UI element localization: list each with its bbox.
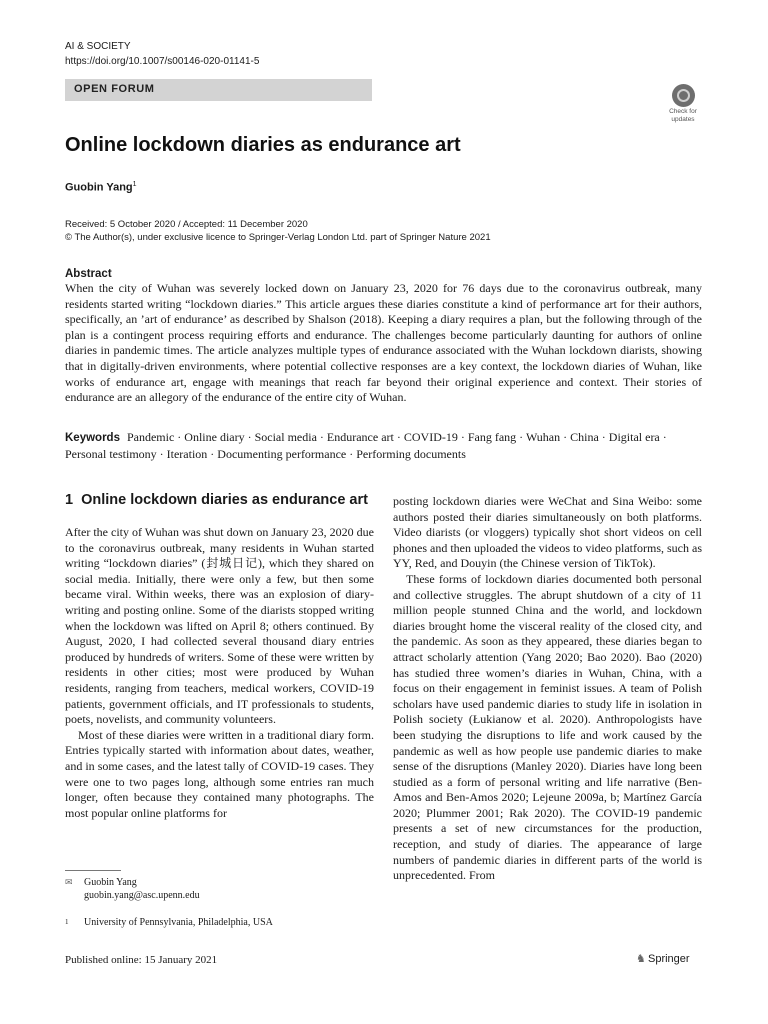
check-for-updates-line-2: updates [671, 116, 695, 123]
abstract-text: When the city of Wuhan was severely locked down on January 23, 2020 for 76 days due to the coronavirus outbreak, many residents started writing “lockdown diaries.” This article argues these diaries constitute a kind of performance art for their authors, specifically, an ’art of endurance’ as described by Shalson (2018). Keeping a diary requires a plan, but the following through of the plan is a contingent process requiring efforts and endurance. The challenges become particularly daunting for authors of online diaries in pandemic times. The article analyzes multiple types of endurance associated with the Wuhan lockdown diarists, showing that in digitally-driven environments, where potential collective responses are a key context, the lockdown diaries of Wuhan, like works of endurance art, engage with meanings that reach far beyond their original experience and context. Their stories of endurance are an allegory of the endurance of the entire city of Wuhan. [65, 281, 702, 405]
keywords-list: Pandemic · Online diary · Social media · Endurance art · COVID-19 · Fang fang · Wuhan · China · Digital era · Personal testimony · Iteration · Documenting performance · Performing documents [65, 430, 667, 461]
doi-link[interactable]: https://doi.org/10.1007/s00146-020-01141-5 [65, 56, 260, 67]
section-heading [65, 491, 368, 509]
journal-name: AI & SOCIETY [65, 41, 131, 52]
keywords-heading: Keywords [65, 432, 120, 444]
publisher-logo [636, 952, 690, 966]
body-column-left [65, 525, 374, 821]
author-affiliation-mark: 1 [132, 181, 137, 188]
abstract-heading: Abstract [65, 268, 112, 280]
affiliation-mark: 1 [65, 918, 69, 926]
received-dates: Received: 5 October 2020 / Accepted: 11 December 2020 [65, 219, 308, 230]
author-name[interactable]: Guobin Yang [65, 181, 133, 194]
body-paragraph: Most of these diaries were written in a traditional diary form. Entries typically started with information about dates, weather, and in some cases, and the latest tally of COVID-19 cases. They were one to two pages long, although some entries ran much longer, often because they contained many photographs. The most popular online platforms for [65, 727, 374, 820]
body-column-right [393, 494, 702, 884]
section-type-label: OPEN FORUM [74, 83, 155, 95]
section-number: 1 [65, 492, 74, 508]
abstract-section [65, 281, 702, 406]
section-title: Online lockdown diaries as endurance art [81, 492, 368, 508]
corresponding-author-note [65, 876, 200, 901]
article-title: Online lockdown diaries as endurance art [65, 134, 461, 156]
springer-horse-icon: ♞ [636, 953, 646, 965]
body-paragraph: After the city of Wuhan was shut down on January 23, 2020 due to the coronavirus outbreak, many residents in Wuhan started writing “lockdown diaries” (封城日记), which they shared on social media. Initially, there were only a few, but then some became viral. Within weeks, there was an explosion of diary-writing and posting online. Some of the diarists stopped writing when the lockdown was lifted on April 8; others continued. By August, 2020, I had collected several thousand diary entries produced by hundreds of writers. Some of these were written by residents in other cities; most were produced by Wuhan residents, ranging from teachers, medical workers, COVID-19 patients, government officials, and IT professionals to students, poets, novelists, and community volunteers. [65, 525, 374, 727]
published-date: Published online: 15 January 2021 [65, 954, 218, 966]
check-for-updates-line-1: Check for [669, 108, 697, 115]
envelope-icon: ✉ [65, 877, 73, 887]
affiliation-note [65, 916, 273, 929]
footnote-divider [65, 870, 121, 871]
contact-name: Guobin Yang [84, 877, 137, 888]
body-paragraph: posting lockdown diaries were WeChat and Sina Weibo: some authors posted their diaries simultaneously on both platforms. Video diarists (or vloggers) typically shot short videos on cell phones and then uploaded the videos to video platforms, such as YY, Red, and Douyin (the Chinese version of TikTok). [393, 494, 702, 571]
body-paragraph: These forms of lockdown diaries documented both personal and collective struggles. The abrupt shutdown of a city of 11 million people stunned China and the world, and lockdown diaries brought home the visceral reality of the closed city, and the pandemic. As soon as they appeared, these diaries began to attract scholarly attention (Yang 2020; Bao 2020). Bao (2020) has studied three women’s diaries in Wuhan, China, with a focus on their engagement in feminist issues. A team of Polish scholars have used pandemic diaries to study life in isolation in Polish society (Łukianow et al. 2020). Anthropologists have been studying the disruptions to life and work caused by the pandemic as well as how people use pandemic diaries to make sense of the disruptions (Manley 2020). Diaries have long been studied as a form of personal writing and life narrative (Ben-Amos and Ben-Amos 2020; Lejeune 2009a, b; Martínez García 2020; Plummer 2001; Rak 2020). The COVID-19 pandemic presents a set of new circumstances for the production, reception, and study of diaries. The appearance of large numbers of pandemic diaries in different parts of the world is unprecedented. From [393, 571, 702, 883]
keywords-section [65, 430, 702, 462]
publisher-name: Springer [648, 953, 690, 965]
check-for-updates-badge[interactable] [663, 84, 703, 124]
check-for-updates-icon [672, 84, 695, 107]
copyright-notice: © The Author(s), under exclusive licence to Springer-Verlag London Ltd. part of Springer Nature 2021 [65, 232, 491, 243]
contact-email[interactable]: guobin.yang@asc.upenn.edu [84, 890, 200, 901]
affiliation-text: University of Pennsylvania, Philadelphia, USA [84, 917, 273, 928]
section-type-bar [65, 79, 372, 101]
author-line [65, 178, 137, 195]
